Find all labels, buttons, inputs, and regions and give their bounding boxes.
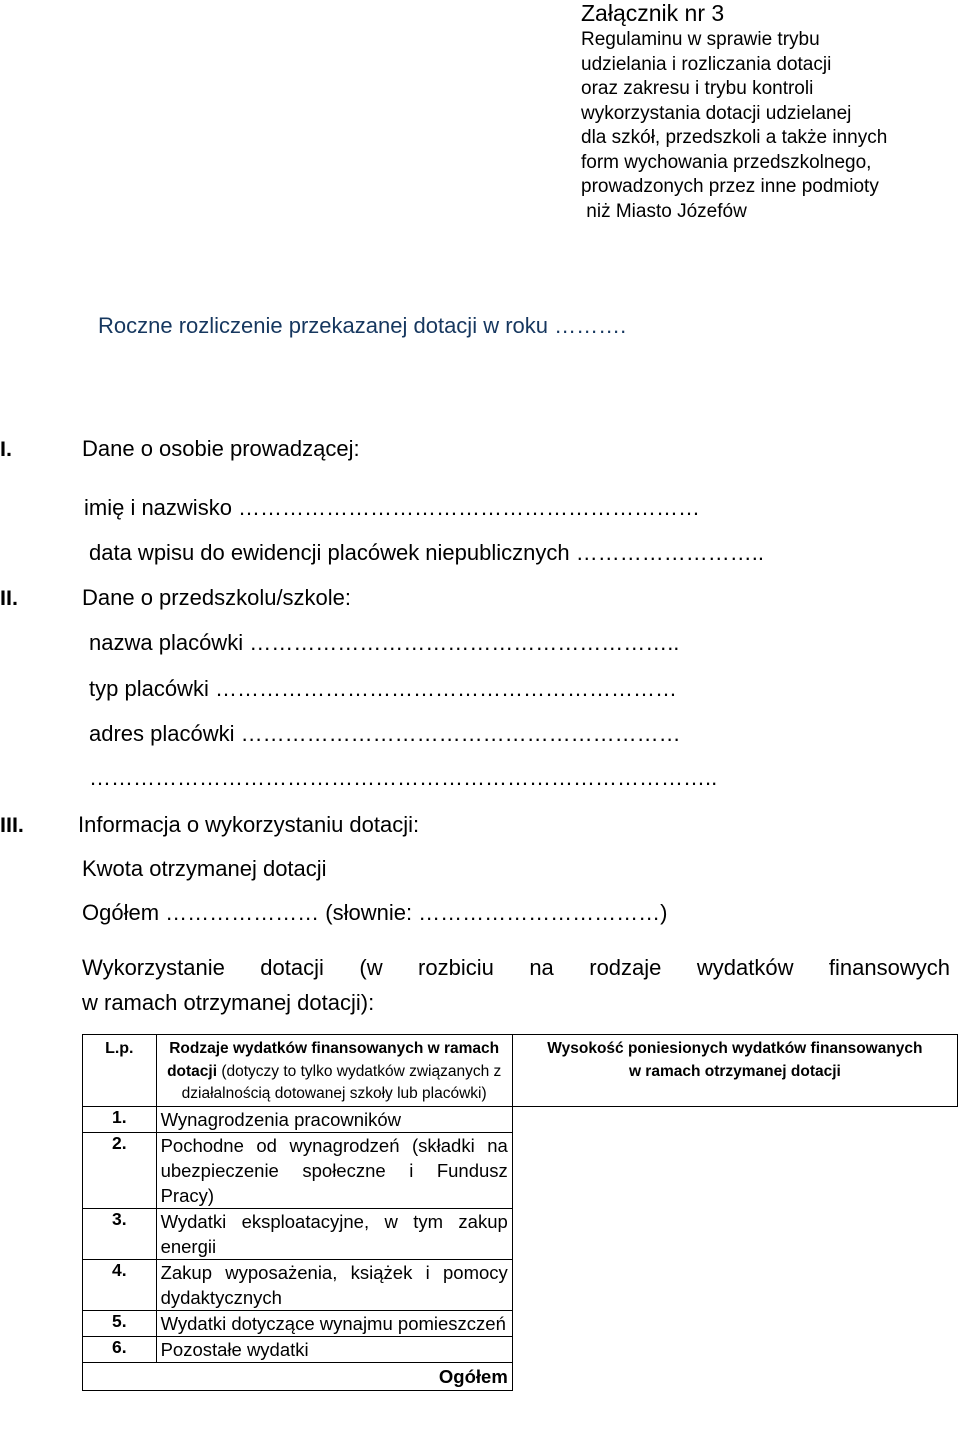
total-label: Ogółem [83, 1362, 513, 1390]
row-lp: 2. [83, 1132, 157, 1208]
row-category: Pochodne od wynagrodzeń (składki na ubezpieczenie społeczne i Fundusz Pracy) [156, 1132, 512, 1208]
table-header-row [83, 1035, 958, 1107]
expenses-table [82, 1034, 958, 1391]
header-category-bold: Rodzaje wydatków finansowanych w ramach dotacji [167, 1040, 500, 1080]
facility-name-field[interactable]: nazwa placówki ………………………………………………….. [89, 630, 680, 655]
total-amount-field[interactable]: Ogółem ………………… (słownie: ……………………………) [82, 900, 668, 925]
table-total-row [83, 1362, 958, 1390]
section-3-heading: Informacja o wykorzystaniu dotacji: [78, 812, 420, 837]
row-category: Wydatki eksploatacyjne, w tym zakup energii [156, 1208, 512, 1259]
table-row [83, 1106, 958, 1132]
row-lp: 3. [83, 1208, 157, 1259]
header-amount: Wysokość poniesionych wydatków finansowanych w ramach otrzymanej dotacji [512, 1035, 957, 1107]
usage-description-2: w ramach otrzymanej dotacji): [82, 990, 375, 1015]
section-2-heading: Dane o przedszkolu/szkole: [82, 585, 352, 610]
row-lp: 6. [83, 1336, 157, 1362]
facility-address-field-2[interactable]: ………………………………………………………………………….. [89, 765, 718, 790]
table-row [83, 1259, 958, 1310]
received-amount-label: Kwota otrzymanej dotacji [82, 856, 327, 881]
row-lp: 5. [83, 1310, 157, 1336]
section-1-heading: Dane o osobie prowadzącej: [82, 436, 360, 461]
report-title: Roczne rozliczenie przekazanej dotacji w roku ………. [98, 313, 627, 338]
regulation-reference: Regulaminu w sprawie trybu udzielania i rozliczania dotacji oraz zakresu i trybu kontroli wykorzystania dotacji udzielanej dla szkół, przedszkoli a także innych form wychowania przedszkolnego, prowadzonych przez inne podmioty niż Miasto Józefów [581, 29, 888, 222]
row-category: Pozostałe wydatki [156, 1336, 512, 1362]
row-lp: 4. [83, 1259, 157, 1310]
annex-title: Załącznik nr 3 [581, 0, 725, 26]
usage-description: Wykorzystanie dotacji (w rozbiciu na rodzaje wydatków finansowych [82, 955, 950, 980]
header-category [156, 1035, 512, 1107]
row-category: Zakup wyposażenia, książek i pomocy dydaktycznych [156, 1259, 512, 1310]
section-3-numeral: III. [0, 813, 24, 837]
header-lp: L.p. [83, 1035, 157, 1107]
row-category: Wydatki dotyczące wynajmu pomieszczeń [156, 1310, 512, 1336]
row-category: Wynagrodzenia pracowników [156, 1106, 512, 1132]
section-2-numeral: II. [0, 586, 18, 610]
owner-name-field[interactable]: imię i nazwisko ……………………………………………………… [84, 495, 701, 520]
table-row [83, 1132, 958, 1208]
section-1-numeral: I. [0, 437, 12, 461]
row-lp: 1. [83, 1106, 157, 1132]
facility-address-field[interactable]: adres placówki …………………………………………………… [89, 721, 681, 746]
registry-date-field[interactable]: data wpisu do ewidencji placówek niepublicznych …………………….. [89, 540, 764, 565]
header-category-note: (dotyczy to tylko wydatków związanych z działalnością dotowanej szkoły lub placówki) [181, 1062, 502, 1102]
facility-type-field[interactable]: typ placówki ……………………………………………………… [89, 676, 677, 701]
table-row [83, 1336, 958, 1362]
table-row [83, 1310, 958, 1336]
table-row [83, 1208, 958, 1259]
